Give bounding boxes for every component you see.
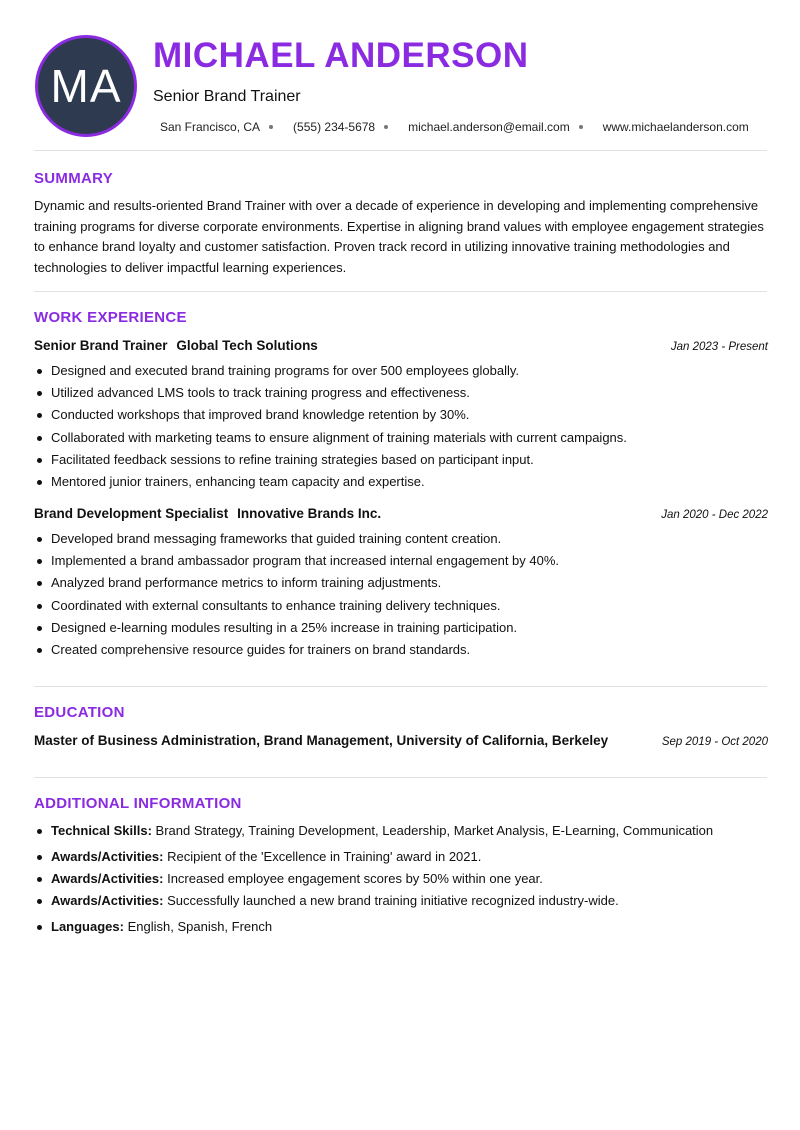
contact-phone: (555) 234-5678: [293, 120, 376, 134]
list-item: [34, 890, 713, 912]
job-dates: Jan 2023 - Present: [670, 341, 768, 353]
job-title-line: [34, 338, 318, 353]
contact-email[interactable]: michael.anderson@email.com: [408, 120, 570, 134]
education-degree: Master of Business Administration, Brand Management, University of California, Berkeley: [34, 733, 609, 748]
divider: [34, 150, 767, 151]
separator-dot: [579, 125, 583, 129]
list-item: [34, 820, 713, 842]
work-experience-heading: WORK EXPERIENCE: [34, 309, 187, 326]
separator-dot: [269, 125, 273, 129]
job-header: [34, 338, 768, 353]
job-bullets: [34, 360, 627, 493]
list-item: Designed e-learning modules resulting in a 25% increase in training participation.: [34, 617, 559, 639]
education-dates: Sep 2019 - Oct 2020: [661, 736, 768, 748]
summary-heading: SUMMARY: [34, 170, 114, 187]
list-item: Collaborated with marketing teams to ensure alignment of training materials with current campaigns.: [34, 427, 627, 449]
education-heading: EDUCATION: [34, 704, 125, 721]
divider: [34, 777, 767, 778]
additional-info-list: [34, 820, 713, 938]
list-item: [34, 916, 713, 938]
info-label: Technical Skills:: [51, 823, 152, 838]
job-company: Global Tech Solutions: [176, 338, 318, 353]
avatar-initials: MA: [50, 60, 122, 112]
separator-dot: [384, 125, 388, 129]
contact-info: [160, 120, 749, 134]
avatar: [35, 35, 137, 137]
list-item: Analyzed brand performance metrics to inform training adjustments.: [34, 572, 559, 594]
info-label: Languages:: [51, 919, 124, 934]
list-item: Utilized advanced LMS tools to track training progress and effectiveness.: [34, 382, 627, 404]
info-label: Awards/Activities:: [51, 849, 164, 864]
list-item: [34, 868, 713, 890]
info-text: English, Spanish, French: [127, 919, 273, 934]
job-dates: Jan 2020 - Dec 2022: [661, 509, 768, 521]
info-text: Brand Strategy, Training Development, Leadership, Market Analysis, E-Learning, Communication: [155, 823, 714, 838]
candidate-name: MICHAEL ANDERSON: [153, 36, 529, 75]
list-item: Conducted workshops that improved brand knowledge retention by 30%.: [34, 404, 627, 426]
info-label: Awards/Activities:: [51, 871, 164, 886]
list-item: Facilitated feedback sessions to refine training strategies based on participant input.: [34, 449, 627, 471]
job-bullets: [34, 528, 559, 661]
job-company: Innovative Brands Inc.: [237, 506, 382, 521]
divider: [34, 686, 767, 687]
contact-location: San Francisco, CA: [160, 120, 261, 134]
summary-text: Dynamic and results-oriented Brand Trainer with over a decade of experience in developing and implementing comprehensive training programs for diverse corporate environments. Expertise in aligning brand values with employee engagement strategies to enhance brand loyalty and customer satisfaction. Proven track record in utilizing innovative training methodologies and technologies to deliver impactful learning experiences.: [34, 198, 764, 275]
additional-info-heading: ADDITIONAL INFORMATION: [34, 795, 242, 812]
resume-header: [0, 0, 800, 150]
info-label: Awards/Activities:: [51, 893, 164, 908]
divider: [34, 291, 767, 292]
list-item: Designed and executed brand training programs for over 500 employees globally.: [34, 360, 627, 382]
job-title: Senior Brand Trainer: [34, 338, 168, 353]
list-item: Mentored junior trainers, enhancing team capacity and expertise.: [34, 471, 627, 493]
job-title-line: [34, 506, 381, 521]
job-title: Brand Development Specialist: [34, 506, 229, 521]
info-text: Recipient of the 'Excellence in Training' award in 2021.: [167, 849, 482, 864]
education-entry: [34, 733, 768, 748]
info-text: Increased employee engagement scores by 50% within one year.: [167, 871, 543, 886]
candidate-title: Senior Brand Trainer: [153, 88, 301, 105]
list-item: Implemented a brand ambassador program that increased internal engagement by 40%.: [34, 550, 559, 572]
contact-website[interactable]: www.michaelanderson.com: [602, 120, 749, 134]
job-header: [34, 506, 768, 521]
list-item: [34, 846, 713, 868]
list-item: Coordinated with external consultants to enhance training delivery techniques.: [34, 595, 559, 617]
list-item: Developed brand messaging frameworks that guided training content creation.: [34, 528, 559, 550]
info-text: Successfully launched a new brand training initiative recognized industry-wide.: [167, 893, 619, 908]
list-item: Created comprehensive resource guides for trainers on brand standards.: [34, 639, 559, 661]
